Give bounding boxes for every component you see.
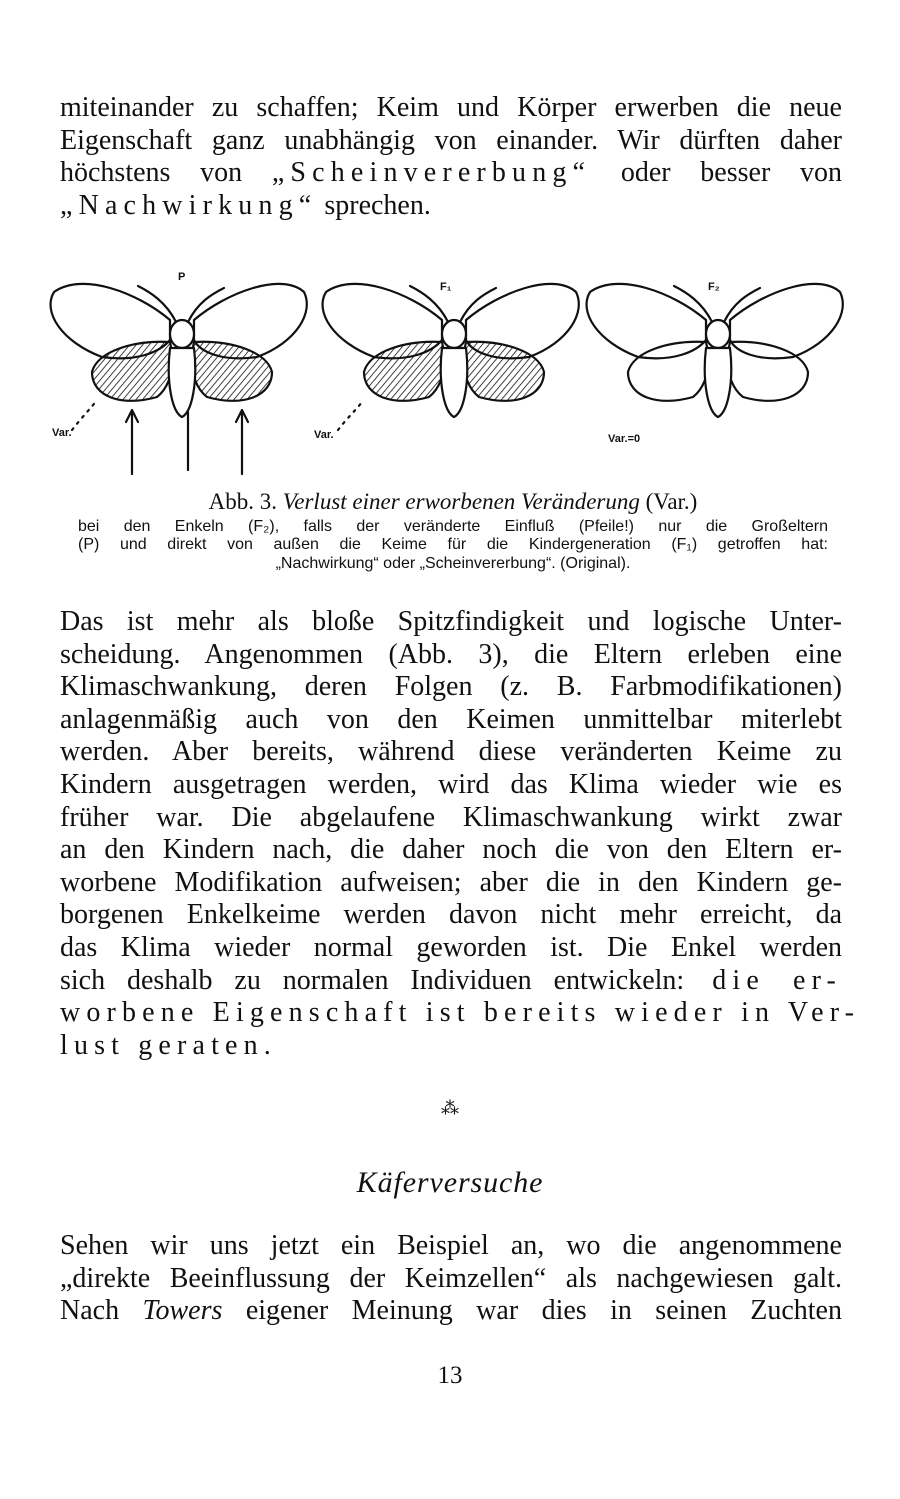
caption-line: „Nachwirkung“ oder „Scheinvererbung“. (Original). [275,554,631,572]
text-line: „direkte Beeinflussung der Keimzellen“ als nachgewiesen galt. [60,1262,842,1294]
text-line: das Klima wieder normal geworden ist. Die Enkel werden [60,931,842,963]
text-fragment: eigener Meinung war dies in seinen Zuchten [222,1295,842,1327]
spaced-text: die er- [684,964,842,996]
text-fragment: sprechen. [317,189,431,221]
text-line: an den Kindern nach, die daher noch die von den Eltern er- [60,834,842,866]
text-line: borgenen Enkelkeime werden davon nicht mehr erreicht, da [60,899,842,931]
caption-body [78,518,828,573]
caption-line: (P) und direkt von außen die Keime für die Kindergeneration (F₁) getroffen hat: [78,536,828,554]
moth-p-drawing [51,284,307,417]
text-line [60,965,842,998]
caption-title [78,488,828,516]
moth-illustration [42,262,862,488]
arrows-p [126,410,248,474]
text-line: früher war. Die abgelaufene Klimaschwankung wirkt zwar [60,801,842,833]
figure-moth-diagram [42,262,862,488]
section-heading: Käferversuche [356,1166,544,1199]
label-f1: F₁ [440,281,452,293]
text-line: scheidung. Angenommen (Abb. 3), die Eltern erleben eine [60,638,842,670]
spaced-term-scheinvererbung: „Scheinvererbung“ [271,157,592,189]
section-ornament: ⁂ [441,1098,459,1118]
author-name: Towers [142,1295,223,1327]
spaced-term-nachwirkung: „Nachwirkung“ [60,189,318,221]
text-line [60,190,842,223]
label-var-mid: Var. [314,429,334,441]
moth-f2-drawing [587,284,843,417]
text-line: Klimaschwankung, deren Folgen (z. B. Farbmodifikationen) [60,671,842,703]
text-line: Kindern ausgetragen werden, wird das Klima wieder wie es [60,768,842,800]
label-f2: F₂ [708,281,720,293]
text-line: Eigenschaft ganz unabhängig von einander. Wir dürften daher [60,124,842,156]
text-fragment: Nach [60,1295,143,1327]
text-line [60,157,842,190]
label-var-right: Var.=0 [608,433,641,445]
text-fragment: sich deshalb zu normalen Individuen entwickeln: [60,964,685,996]
moth-f1-drawing [323,284,579,417]
text-line: werden. Aber bereits, während diese veränderten Keime zu [60,736,842,768]
caption-title-italic: Verlust einer erworbenen Veränderung [282,489,640,514]
caption-line: bei den Enkeln (F₂), falls der veränderte Einfluß (Pfeile!) nur die Großeltern [78,518,828,535]
spaced-text-line: worbene Eigenschaft ist bereits wieder in Ver- [60,997,861,1029]
text-line [60,1295,842,1328]
text-line: Das ist mehr als bloße Spitzfindigkeit und logische Unter- [60,606,842,637]
spaced-text-line: lust geraten. [60,1029,277,1061]
page-number: 13 [437,1362,463,1389]
paragraph-1 [60,92,842,222]
text-line: miteinander zu schaffen; Keim und Körper erwerben die neue [60,92,842,123]
paragraph-2 [60,606,861,1062]
text-fragment: höchstens von [60,157,272,189]
paragraph-3 [60,1230,842,1328]
text-line: worbene Modifikation aufweisen; aber die in den Kindern ge- [60,866,842,898]
text-fragment: oder besser von [591,157,842,189]
text-line: anlagenmäßig auch von den Keimen unmittelbar miterlebt [60,703,842,735]
text-line: Sehen wir uns jetzt ein Beispiel an, wo die angenommene [60,1230,842,1261]
caption-title-end: (Var.) [645,489,698,514]
caption-abb: Abb. 3. [208,489,278,514]
label-p: P [178,271,186,283]
label-var-left: Var. [52,427,72,439]
